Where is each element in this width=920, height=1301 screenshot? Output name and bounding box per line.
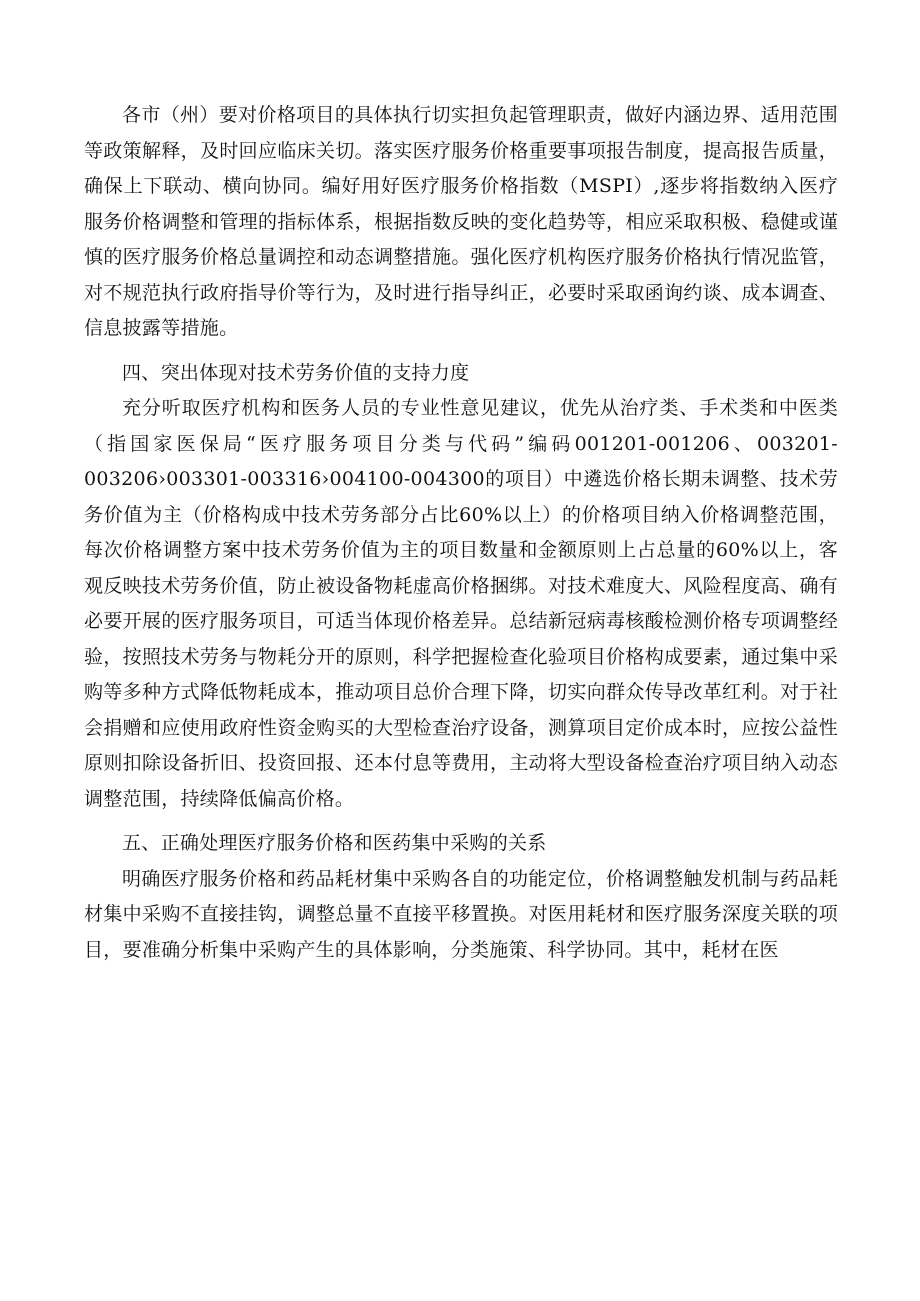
section-heading-4: 四、突出体现对技术劳务价值的支持力度	[122, 361, 470, 384]
paragraph-centralized-procurement: 明确医疗服务价格和药品耗材集中采购各自的功能定位，价格调整触发机制与药品耗材集中采购不直接挂钩，调整总量不直接平移置换。对医用耗材和医疗服务深度关联的项目，要准确分析集中采购产生的具体影响，分类施策、科学协同。其中，耗材在医	[84, 867, 838, 961]
document-body	[84, 98, 838, 968]
paragraph-technical-labor-value: 充分听取医疗机构和医务人员的专业性意见建议，优先从治疗类、手术类和中医类（指国家医保局“医疗服务项目分类与代码”编码001201-001206、003201-003206›003301-003316›004100-004300的项目）中遴选价格长期未调整、技术劳务价值为主（价格构成中技术劳务部分占比60%以上）的价格项目纳入价格调整范围，每次价格调整方案中技术劳务价值为主的项目数量和金额原则上占总量的60%以上，客观反映技术劳务价值，防止被设备物耗虚高价格捆绑。对技术难度大、风险程度高、确有必要开展的医疗服务项目，可适当体现价格差异。总结新冠病毒核酸检测价格专项调整经验，按照技术劳务与物耗分开的原则，科学把握检查化验项目价格构成要素，通过集中采购等多种方式降低物耗成本，推动项目总价合理下降，切实向群众传导改革红利。对于社会捐赠和应使用政府性资金购买的大型检查治疗设备，测算项目定价成本时，应按公益性原则扣除设备折旧、投资回报、还本付息等费用，主动将大型设备检查治疗项目纳入动态调整范围，持续降低偏高价格。	[84, 397, 838, 810]
paragraph-price-execution: 各市（州）要对价格项目的具体执行切实担负起管理职责，做好内涵边界、适用范围等政策解释，及时回应临床关切。落实医疗服务价格重要事项报告制度，提高报告质量，确保上下联动、横向协同。编好用好医疗服务价格指数（MSPI）,逐步将指数纳入医疗服务价格调整和管理的指标体系，根据指数反映的变化趋势等，相应采取积极、稳健或谨慎的医疗服务价格总量调控和动态调整措施。强化医疗机构医疗服务价格执行情况监管，对不规范执行政府指导价等行为，及时进行指导纠正，必要时采取函询约谈、成本调查、信息披露等措施。	[84, 104, 838, 339]
section-heading-5: 五、正确处理医疗服务价格和医药集中采购的关系	[122, 832, 547, 854]
